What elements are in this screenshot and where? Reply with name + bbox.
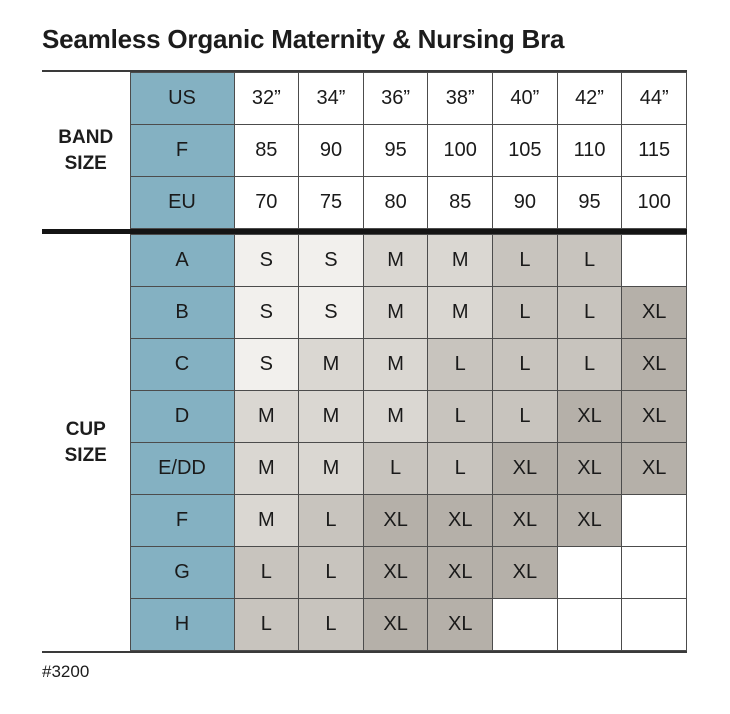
- size-cell: S: [299, 235, 364, 287]
- size-cell: XL: [428, 599, 493, 651]
- size-cell: L: [234, 599, 299, 651]
- table-row-cup-c: [42, 339, 687, 391]
- page-title: Seamless Organic Maternity & Nursing Bra: [42, 24, 565, 54]
- band-cell: 44”: [622, 73, 687, 125]
- size-cell: S: [234, 287, 299, 339]
- size-cell: [622, 547, 687, 599]
- size-cell: [557, 547, 622, 599]
- table-row-us: [42, 73, 687, 125]
- size-cell: L: [493, 339, 558, 391]
- size-cell: M: [363, 339, 428, 391]
- size-cell: XL: [557, 391, 622, 443]
- size-cell: L: [557, 287, 622, 339]
- band-cell: 32”: [234, 73, 299, 125]
- band-cell: 95: [557, 177, 622, 229]
- size-cell: M: [299, 339, 364, 391]
- table-row-cup-g: [42, 547, 687, 599]
- row-header-cup-a: A: [130, 235, 234, 287]
- row-header-cup-g: G: [130, 547, 234, 599]
- table-row-cup-a: [42, 235, 687, 287]
- band-cell: 115: [622, 125, 687, 177]
- band-cell: 40”: [493, 73, 558, 125]
- size-cell: L: [557, 339, 622, 391]
- band-cell: 38”: [428, 73, 493, 125]
- table-row-cup-edd: [42, 443, 687, 495]
- size-cell: XL: [557, 495, 622, 547]
- size-cell: XL: [428, 495, 493, 547]
- size-cell: [622, 495, 687, 547]
- size-cell: XL: [363, 495, 428, 547]
- size-cell: L: [428, 391, 493, 443]
- band-cell: 70: [234, 177, 299, 229]
- size-cell: L: [557, 235, 622, 287]
- table-row-cup-b: [42, 287, 687, 339]
- size-cell: XL: [622, 443, 687, 495]
- size-cell: L: [493, 391, 558, 443]
- row-header-cup-f: F: [130, 495, 234, 547]
- row-header-cup-c: C: [130, 339, 234, 391]
- band-cell: 110: [557, 125, 622, 177]
- row-header-cup-h: H: [130, 599, 234, 651]
- size-cell: M: [363, 287, 428, 339]
- size-cell: M: [363, 235, 428, 287]
- size-cell: M: [428, 235, 493, 287]
- band-cell: 75: [299, 177, 364, 229]
- size-cell: XL: [493, 443, 558, 495]
- size-chart-table: [42, 70, 687, 653]
- band-cell: 90: [299, 125, 364, 177]
- size-cell: L: [428, 443, 493, 495]
- band-cell: 85: [428, 177, 493, 229]
- size-cell: M: [234, 495, 299, 547]
- size-cell: XL: [493, 547, 558, 599]
- row-header-cup-b: B: [130, 287, 234, 339]
- band-cell: 34”: [299, 73, 364, 125]
- band-cell: 105: [493, 125, 558, 177]
- size-cell: L: [428, 339, 493, 391]
- size-cell: XL: [622, 339, 687, 391]
- size-cell: M: [428, 287, 493, 339]
- size-cell: M: [234, 443, 299, 495]
- table-row-cup-d: [42, 391, 687, 443]
- size-cell: S: [234, 339, 299, 391]
- table-row-cup-h: [42, 599, 687, 651]
- table-row-cup-f: [42, 495, 687, 547]
- size-cell: L: [493, 235, 558, 287]
- size-cell: XL: [557, 443, 622, 495]
- table-row-eu: [42, 177, 687, 229]
- row-header-eu: EU: [130, 177, 234, 229]
- cup-size-label: CUP SIZE: [42, 235, 130, 651]
- band-cell: 85: [234, 125, 299, 177]
- size-cell: S: [299, 287, 364, 339]
- size-cell: XL: [622, 287, 687, 339]
- style-number: #3200: [42, 662, 90, 681]
- table-row-f-band: [42, 125, 687, 177]
- size-cell: M: [299, 391, 364, 443]
- size-cell: L: [299, 599, 364, 651]
- row-header-cup-edd: E/DD: [130, 443, 234, 495]
- row-header-f-band: F: [130, 125, 234, 177]
- row-header-us: US: [130, 73, 234, 125]
- size-cell: M: [234, 391, 299, 443]
- size-cell: S: [234, 235, 299, 287]
- size-cell: L: [299, 495, 364, 547]
- size-cell: XL: [493, 495, 558, 547]
- size-cell: XL: [428, 547, 493, 599]
- size-cell: XL: [622, 391, 687, 443]
- size-cell: M: [363, 391, 428, 443]
- size-cell: [557, 599, 622, 651]
- band-cell: 36”: [363, 73, 428, 125]
- size-cell: [622, 599, 687, 651]
- size-cell: L: [493, 287, 558, 339]
- size-cell: [622, 235, 687, 287]
- size-cell: M: [299, 443, 364, 495]
- size-cell: L: [234, 547, 299, 599]
- row-header-cup-d: D: [130, 391, 234, 443]
- size-cell: XL: [363, 547, 428, 599]
- band-cell: 80: [363, 177, 428, 229]
- band-cell: 90: [493, 177, 558, 229]
- band-cell: 42”: [557, 73, 622, 125]
- band-cell: 95: [363, 125, 428, 177]
- band-size-label: BAND SIZE: [42, 73, 130, 229]
- size-chart-grid: [42, 72, 687, 651]
- size-cell: [493, 599, 558, 651]
- size-cell: L: [363, 443, 428, 495]
- band-cell: 100: [622, 177, 687, 229]
- size-cell: L: [299, 547, 364, 599]
- size-cell: XL: [363, 599, 428, 651]
- band-cell: 100: [428, 125, 493, 177]
